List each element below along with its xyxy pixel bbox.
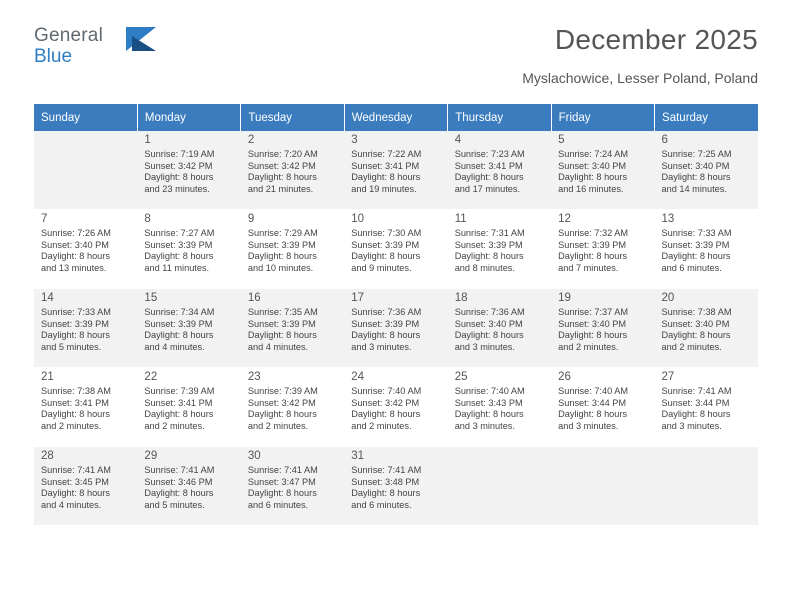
day-cell-content (448, 289, 551, 367)
calendar-day-cell[interactable] (344, 131, 447, 210)
day-info-line: Sunrise: 7:40 AM (351, 386, 422, 396)
day-cell-content (551, 210, 654, 288)
calendar-day-cell[interactable] (344, 447, 447, 526)
day-info-line: Sunset: 3:41 PM (351, 160, 420, 171)
day-cell-content (551, 131, 654, 209)
day-info-line: Sunrise: 7:26 AM (41, 228, 111, 238)
day-info-line: Sunset: 3:39 PM (144, 318, 213, 329)
day-info-line: Daylight: 8 hours (661, 330, 731, 341)
day-info-line: Daylight: 8 hours (144, 251, 214, 262)
day-info-line: Daylight: 8 hours (144, 409, 214, 420)
weekday-header-saturday: Saturday (655, 104, 758, 131)
day-info-line: and 21 minutes. (247, 183, 314, 194)
day-info-line: Daylight: 8 hours (41, 488, 110, 499)
day-info-line: Sunrise: 7:34 AM (144, 307, 215, 317)
day-info-line: Daylight: 8 hours (144, 172, 214, 183)
day-info-line: and 14 minutes. (661, 183, 727, 194)
day-number: 21 (41, 371, 54, 383)
day-info-line: Daylight: 8 hours (351, 251, 421, 262)
day-info-line: Sunset: 3:44 PM (558, 397, 627, 408)
day-info-line: and 2 minutes. (144, 420, 205, 431)
day-info-line: Sunrise: 7:19 AM (144, 149, 215, 159)
calendar-day-cell (551, 447, 654, 526)
weekday-header-friday: Friday (551, 104, 654, 131)
day-info-line: Daylight: 8 hours (558, 409, 628, 420)
day-info-line: Sunset: 3:48 PM (351, 476, 420, 487)
day-info-line: Sunset: 3:41 PM (41, 397, 109, 408)
calendar-day-cell (34, 131, 137, 210)
day-info-line: Sunrise: 7:35 AM (247, 307, 318, 317)
day-cell-content (34, 368, 137, 446)
calendar-day-cell[interactable] (551, 289, 654, 368)
day-info-line: Sunset: 3:40 PM (661, 318, 730, 329)
day-number: 11 (454, 213, 467, 225)
day-info-line: Sunset: 3:46 PM (144, 476, 213, 487)
day-info-line: Sunset: 3:41 PM (144, 397, 213, 408)
day-info-line: and 2 minutes. (41, 420, 102, 431)
day-info-line: and 7 minutes. (558, 262, 619, 273)
day-info-line: Daylight: 8 hours (247, 251, 317, 262)
day-info-line: Daylight: 8 hours (144, 488, 214, 499)
calendar-day-cell[interactable] (448, 131, 551, 210)
day-info-line: Daylight: 8 hours (558, 251, 628, 262)
day-info-line: Sunset: 3:39 PM (144, 239, 213, 250)
day-cell-content (344, 210, 447, 288)
calendar-day-cell (655, 447, 758, 526)
calendar-day-cell[interactable] (137, 368, 240, 447)
calendar-day-cell[interactable] (448, 289, 551, 368)
day-info-line: Daylight: 8 hours (454, 172, 524, 183)
day-number: 28 (41, 450, 54, 462)
calendar-header-row (34, 104, 758, 131)
day-info-line: Sunset: 3:39 PM (41, 318, 109, 329)
day-info-line: Sunset: 3:45 PM (41, 476, 109, 487)
day-number: 19 (558, 292, 571, 304)
day-info-line: Daylight: 8 hours (454, 330, 524, 341)
day-cell-content (551, 289, 654, 367)
day-info-line: and 3 minutes. (351, 341, 412, 352)
day-info-line: Daylight: 8 hours (351, 330, 421, 341)
day-number: 2 (247, 134, 255, 146)
day-info-line: and 3 minutes. (454, 341, 515, 352)
calendar-table (34, 104, 758, 526)
day-number: 5 (558, 134, 565, 146)
day-number: 30 (247, 450, 261, 462)
calendar-day-cell[interactable] (34, 289, 137, 368)
calendar-week-row (34, 131, 758, 210)
day-number: 29 (144, 450, 158, 462)
day-number: 15 (144, 292, 158, 304)
day-info-line: Sunrise: 7:38 AM (41, 386, 111, 396)
day-number: 10 (351, 213, 365, 225)
day-number: 13 (661, 213, 675, 225)
day-cell-content (34, 289, 137, 367)
day-info-line: Sunset: 3:42 PM (247, 397, 316, 408)
day-info-line: Sunrise: 7:39 AM (247, 386, 318, 396)
day-number: 16 (247, 292, 261, 304)
calendar-day-cell[interactable] (34, 447, 137, 526)
day-cell-content (241, 289, 344, 367)
day-info-line: and 2 minutes. (247, 420, 309, 431)
day-info-line: and 11 minutes. (144, 262, 210, 273)
day-cell-content (448, 131, 551, 209)
calendar-day-cell[interactable] (241, 131, 344, 210)
day-cell-content (448, 210, 551, 288)
day-info-line: Sunrise: 7:33 AM (661, 228, 732, 238)
day-info-line: Sunrise: 7:20 AM (247, 149, 318, 159)
day-info-line: Sunrise: 7:24 AM (558, 149, 629, 159)
day-info-line: and 5 minutes. (144, 499, 205, 510)
calendar-day-cell[interactable] (551, 131, 654, 210)
day-info-line: Daylight: 8 hours (41, 330, 110, 341)
day-cell-content (34, 131, 137, 209)
day-info-line: Sunrise: 7:32 AM (558, 228, 629, 238)
day-cell-content (241, 131, 344, 209)
day-info-line: Sunrise: 7:30 AM (351, 228, 422, 238)
page-title: December 2025 (554, 24, 758, 55)
day-info-line: Sunrise: 7:39 AM (144, 386, 215, 396)
day-cell-content (344, 447, 447, 525)
calendar-day-cell[interactable] (551, 368, 654, 447)
day-info-line: Daylight: 8 hours (351, 409, 421, 420)
weekday-header-wednesday: Wednesday (344, 104, 447, 131)
day-cell-content (655, 289, 758, 367)
day-info-line: Sunrise: 7:36 AM (454, 307, 525, 317)
calendar-day-cell[interactable] (344, 289, 447, 368)
day-number: 25 (454, 371, 468, 383)
day-info-line: Sunrise: 7:37 AM (558, 307, 629, 317)
day-info-line: Sunset: 3:42 PM (247, 160, 316, 171)
calendar-day-cell[interactable] (137, 210, 240, 289)
day-cell-content (137, 368, 240, 446)
day-number: 24 (351, 371, 365, 383)
day-info-line: Sunrise: 7:38 AM (661, 307, 732, 317)
calendar-day-cell[interactable] (137, 289, 240, 368)
day-number: 27 (661, 371, 675, 383)
day-info-line: Sunrise: 7:40 AM (558, 386, 629, 396)
calendar-week-row (34, 368, 758, 447)
day-info-line: Daylight: 8 hours (247, 172, 317, 183)
day-info-line: Daylight: 8 hours (247, 488, 317, 499)
day-info-line: Sunset: 3:39 PM (247, 239, 316, 250)
calendar-day-cell[interactable] (655, 289, 758, 368)
day-info-line: and 2 minutes. (351, 420, 412, 431)
day-info-line: and 3 minutes. (454, 420, 515, 431)
day-info-line: Sunrise: 7:41 AM (247, 465, 318, 475)
day-cell-content (344, 289, 447, 367)
day-info-line: Sunrise: 7:25 AM (661, 149, 732, 159)
day-info-line: Sunrise: 7:41 AM (41, 465, 111, 475)
day-info-line: Daylight: 8 hours (558, 330, 628, 341)
calendar-day-cell[interactable] (655, 210, 758, 289)
day-cell-content (137, 289, 240, 367)
day-info-line: Sunset: 3:44 PM (661, 397, 730, 408)
day-info-line: Sunset: 3:39 PM (454, 239, 523, 250)
day-cell-content (34, 447, 137, 525)
day-info-line: Sunrise: 7:31 AM (454, 228, 525, 238)
day-info-line: Daylight: 8 hours (247, 330, 317, 341)
calendar-day-cell[interactable] (241, 447, 344, 526)
calendar-day-cell[interactable] (551, 210, 654, 289)
day-info-line: Daylight: 8 hours (661, 172, 731, 183)
calendar-day-cell (448, 447, 551, 526)
day-number: 4 (454, 134, 462, 146)
calendar-day-cell[interactable] (448, 368, 551, 447)
day-info-line: Sunrise: 7:29 AM (247, 228, 318, 238)
calendar-day-cell[interactable] (344, 368, 447, 447)
day-info-line: Sunrise: 7:23 AM (454, 149, 525, 159)
day-info-line: Daylight: 8 hours (41, 251, 110, 262)
day-info-line: and 6 minutes. (247, 499, 309, 510)
logo-text-blue: Blue (34, 46, 73, 67)
day-cell-content (344, 368, 447, 446)
day-cell-content (448, 368, 551, 446)
calendar-day-cell[interactable] (137, 131, 240, 210)
day-info-line: Sunset: 3:40 PM (41, 239, 109, 250)
logo-text-general: General (34, 25, 103, 46)
day-info-line: Daylight: 8 hours (41, 409, 110, 420)
day-info-line: and 4 minutes. (41, 499, 102, 510)
day-info-line: Daylight: 8 hours (144, 330, 214, 341)
day-info-line: and 3 minutes. (558, 420, 619, 431)
calendar-day-cell[interactable] (448, 210, 551, 289)
weekday-header-monday: Monday (137, 104, 240, 131)
day-number: 31 (351, 450, 365, 462)
day-cell-content (655, 131, 758, 209)
weekday-header-thursday: Thursday (448, 104, 551, 131)
day-number: 18 (454, 292, 468, 304)
day-cell-content (137, 131, 240, 209)
day-number: 9 (247, 213, 255, 225)
day-info-line: and 4 minutes. (144, 341, 205, 352)
day-info-line: and 9 minutes. (351, 262, 412, 273)
day-number: 26 (558, 371, 571, 383)
day-info-line: Sunrise: 7:41 AM (351, 465, 422, 475)
day-info-line: and 17 minutes. (454, 183, 521, 194)
day-cell-content (551, 368, 654, 446)
day-info-line: and 8 minutes. (454, 262, 515, 273)
day-info-line: Sunset: 3:39 PM (351, 318, 420, 329)
day-cell-content (344, 131, 447, 209)
day-cell-content (241, 447, 344, 525)
day-info-line: Daylight: 8 hours (454, 409, 524, 420)
calendar-day-cell[interactable] (241, 289, 344, 368)
day-cell-content (241, 368, 344, 446)
day-info-line: Sunrise: 7:41 AM (144, 465, 215, 475)
day-cell-content (551, 447, 654, 525)
calendar-day-cell[interactable] (344, 210, 447, 289)
day-info-line: Sunset: 3:39 PM (247, 318, 316, 329)
day-info-line: Sunset: 3:39 PM (351, 239, 420, 250)
day-info-line: Sunset: 3:39 PM (661, 239, 730, 250)
day-info-line: and 5 minutes. (41, 341, 102, 352)
day-info-line: and 23 minutes. (144, 183, 210, 194)
calendar-day-cell[interactable] (241, 210, 344, 289)
day-info-line: Sunrise: 7:22 AM (351, 149, 422, 159)
day-info-line: and 6 minutes. (661, 262, 722, 273)
day-info-line: Sunrise: 7:36 AM (351, 307, 422, 317)
day-cell-content (137, 210, 240, 288)
day-info-line: and 10 minutes. (247, 262, 314, 273)
day-info-line: Daylight: 8 hours (661, 409, 731, 420)
day-cell-content (241, 210, 344, 288)
day-number: 17 (351, 292, 365, 304)
day-info-line: Sunset: 3:47 PM (247, 476, 316, 487)
day-number: 12 (558, 213, 571, 225)
day-number: 3 (351, 134, 358, 146)
day-info-line: Sunset: 3:42 PM (351, 397, 420, 408)
day-info-line: Sunrise: 7:40 AM (454, 386, 525, 396)
day-number: 6 (661, 134, 668, 146)
calendar-day-cell[interactable] (655, 368, 758, 447)
calendar-body (34, 131, 758, 526)
day-cell-content (448, 447, 551, 525)
day-info-line: and 4 minutes. (247, 341, 309, 352)
calendar-day-cell[interactable] (34, 210, 137, 289)
day-number: 14 (41, 292, 54, 304)
day-number: 20 (661, 292, 675, 304)
day-info-line: Sunset: 3:39 PM (558, 239, 627, 250)
day-info-line: and 2 minutes. (661, 341, 722, 352)
day-info-line: and 2 minutes. (558, 341, 619, 352)
day-info-line: Daylight: 8 hours (351, 172, 421, 183)
location-subtitle: Myslachowice, Lesser Poland, Poland (522, 70, 758, 86)
day-number: 22 (144, 371, 158, 383)
day-info-line: Sunset: 3:40 PM (558, 318, 627, 329)
weekday-header-tuesday: Tuesday (241, 104, 344, 131)
day-info-line: Daylight: 8 hours (247, 409, 317, 420)
day-info-line: Sunset: 3:40 PM (661, 160, 730, 171)
day-info-line: Sunset: 3:42 PM (144, 160, 213, 171)
day-cell-content (655, 447, 758, 525)
logo[interactable] (34, 26, 234, 74)
calendar-day-cell[interactable] (137, 447, 240, 526)
calendar-week-row (34, 289, 758, 368)
day-info-line: Daylight: 8 hours (558, 172, 628, 183)
day-info-line: and 19 minutes. (351, 183, 417, 194)
calendar-day-cell[interactable] (34, 368, 137, 447)
day-info-line: Daylight: 8 hours (661, 251, 731, 262)
day-info-line: Sunset: 3:40 PM (558, 160, 627, 171)
day-info-line: Sunrise: 7:27 AM (144, 228, 215, 238)
calendar-week-row (34, 210, 758, 289)
page-header (34, 0, 758, 86)
calendar-day-cell[interactable] (655, 131, 758, 210)
day-number: 23 (247, 371, 261, 383)
day-cell-content (34, 210, 137, 288)
calendar-day-cell[interactable] (241, 368, 344, 447)
day-info-line: and 13 minutes. (41, 262, 107, 273)
day-info-line: Sunset: 3:40 PM (454, 318, 523, 329)
day-info-line: and 6 minutes. (351, 499, 412, 510)
day-info-line: Daylight: 8 hours (454, 251, 524, 262)
day-info-line: Sunrise: 7:33 AM (41, 307, 111, 317)
day-info-line: Sunset: 3:41 PM (454, 160, 523, 171)
day-number: 8 (144, 213, 151, 225)
day-cell-content (655, 210, 758, 288)
day-cell-content (655, 368, 758, 446)
day-number: 7 (41, 213, 48, 225)
weekday-header-sunday: Sunday (34, 104, 137, 131)
day-cell-content (137, 447, 240, 525)
day-info-line: Sunset: 3:43 PM (454, 397, 523, 408)
day-info-line: Sunrise: 7:41 AM (661, 386, 732, 396)
day-info-line: and 3 minutes. (661, 420, 722, 431)
day-info-line: and 16 minutes. (558, 183, 624, 194)
calendar-week-row (34, 447, 758, 526)
flag-icon (126, 27, 164, 52)
day-number: 1 (144, 134, 151, 146)
day-info-line: Daylight: 8 hours (351, 488, 421, 499)
